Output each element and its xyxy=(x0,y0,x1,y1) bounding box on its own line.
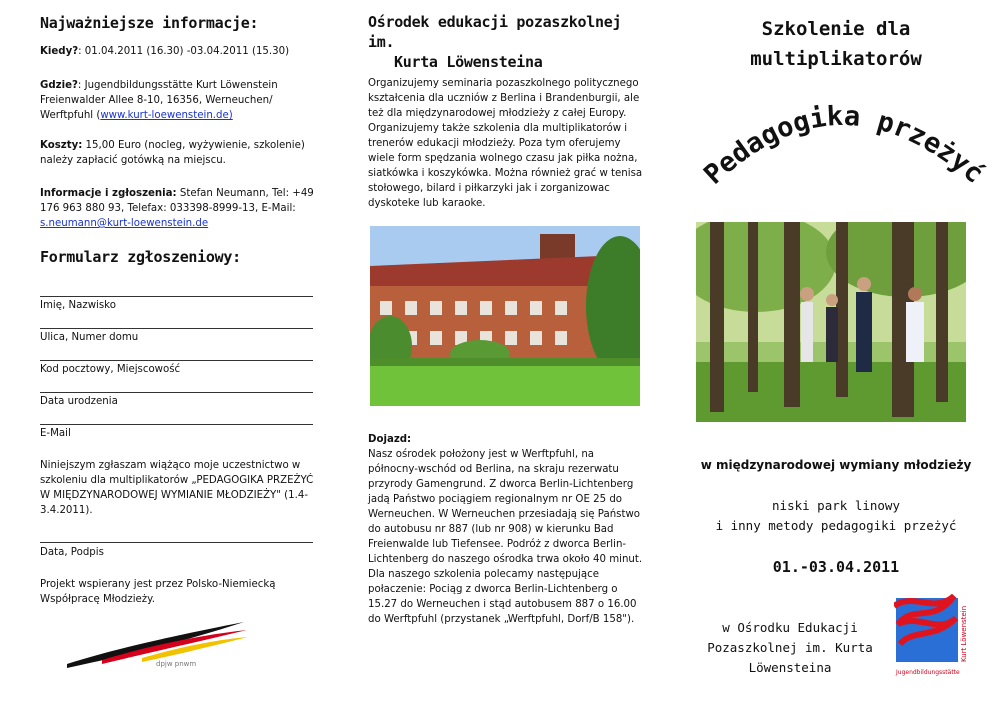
field-label-birthdate: Data urodzenia xyxy=(40,396,118,407)
cost-value: 15,00 Euro (nocleg, wyżywienie, szkolenie) należy zapłacić gotówką na miejscu. xyxy=(40,140,305,166)
venue-line3: Löwensteina xyxy=(748,660,832,675)
event-dates: 01.-03.04.2011 xyxy=(772,558,900,576)
directions-text: Nasz ośrodek położony jest w Werftpfuhl, na północny-wschód od Berlina, na skraju rezerwatu przyrody Gamengrund. Z dworca Berlin-Lichtenberg jadą Państwo pociągiem regionalnym nr OE 25 do Werneuchen. W Werneuchen przesiadają się Państwo do autobusu nr 887 (lub nr 908) w kierunku Bad Freienwalde lub Tiefensee. Podróż z dworca Berlin-Lichtenberg do naszego ośrodka trwa około 40 minut. Dla naszego szkolenia polecamy następujące połaczenie: Pociąg z dworca Berlin-Lichtenberg o 15.27 do Werneuchen i stąd autobusem 887 o 16.00 do Werftpfuhl (przystanek „Werftpfuhl, Dorf/B 158"). xyxy=(368,449,643,625)
contact-label: Informacje i zgłoszenia: xyxy=(40,188,177,199)
center-heading xyxy=(368,12,644,72)
field-label-street: Ulica, Numer domu xyxy=(40,332,139,343)
cost-label: Koszty: xyxy=(40,140,83,151)
brochure-title-line2: multiplikatorów xyxy=(750,48,922,70)
building-photo xyxy=(370,226,640,406)
venue-line2: Pozaszkolnej im. Kurta xyxy=(707,640,873,655)
program-description xyxy=(680,496,992,536)
arc-title-text: Pedagogika przeżyć xyxy=(698,100,990,191)
directions-block xyxy=(368,432,644,627)
field-line-postcode[interactable] xyxy=(40,360,313,361)
form-heading: Formularz zgłoszeniowy: xyxy=(40,248,241,266)
field-label-email: E-Mail xyxy=(40,428,71,439)
pnwm-logo xyxy=(62,620,252,675)
sponsor-text: Projekt wspierany jest przez Polsko-Niemiecką Współpracę Młodzieży. xyxy=(40,579,276,605)
program-line2: i inny metody pedagogiki przeżyć xyxy=(715,518,957,533)
directions-label: Dojazd: xyxy=(368,434,412,445)
field-label-postcode: Kod pocztowy, Miejscowość xyxy=(40,364,181,375)
signature-line[interactable] xyxy=(40,542,313,543)
logo-text: dpjw pnwm xyxy=(156,660,197,668)
kurt-loewenstein-logo xyxy=(894,584,972,680)
when-value: : 01.04.2011 (16.30) -03.04.2011 (15.30) xyxy=(78,46,290,57)
when-label: Kiedy? xyxy=(40,46,79,57)
contact-value: Stefan Neumann, Tel: +49 176 963 880 93, Telefax: 033398-8999-13, E-Mail: xyxy=(40,188,314,214)
arc-title xyxy=(690,90,990,200)
info-cost xyxy=(40,138,320,168)
field-line-street[interactable] xyxy=(40,328,313,329)
center-title-line2: Kurta Löwensteina xyxy=(394,53,543,71)
center-title-line1: Ośrodek edukacji pozaszkolnej im. xyxy=(368,13,622,51)
about-text: Organizujemy seminaria pozaszkolnego politycznego kształcenia dla uczniów z Berlina i Brandenburgii, ale też dla międzynarodowej młodzieży z całej Europy. Organizujemy także szkolenia dla multiplikatorów i trenerów edukacji młodzieży. Poza tym oferujemy wiele form spędzania wolnego czasu jak piłka nożna, siatkówka i koszykówka. Można również grać w tenisa stołowego, bilard i piłkarzyki jak i zorganizowac dyskoteke lub karaoke. xyxy=(368,78,643,209)
info-where xyxy=(40,78,320,123)
forest-photo xyxy=(696,222,966,422)
brochure-title xyxy=(680,14,992,74)
column-cover xyxy=(680,0,992,701)
website-link[interactable]: www.kurt-loewenstein.de) xyxy=(100,110,233,121)
venue-text xyxy=(680,618,900,678)
brochure-title-line1: Szkolenie dla xyxy=(761,18,911,40)
column-info xyxy=(40,0,320,701)
where-value: : Jugendbildungsstätte Kurt Löwenstein Freienwalder Allee 8-10, 16356, Werneuchen/ Werftpfuhl ( xyxy=(40,80,278,121)
field-line-email[interactable] xyxy=(40,424,313,425)
contact-email-link[interactable]: s.neumann@kurt-loewenstein.de xyxy=(40,218,209,229)
venue-line1: w Ośrodku Edukacji xyxy=(722,620,858,635)
declaration-text: Niniejszym zgłaszam wiążąco moje uczestnictwo w szkoleniu dla multiplikatorów „PEDAGOGIKA PRZEŻYĆ W MIĘDZYNARODOWEJ WYMIANIE MŁODZIEŻY" (1.4-3.4.2011). xyxy=(40,460,314,516)
exchange-subtitle: w międzynarodowej wymiany młodzieży xyxy=(700,458,972,472)
logo-side-text: Kurt Löwenstein xyxy=(960,605,968,662)
field-label-name: Imię, Nazwisko xyxy=(40,300,116,311)
signature-label: Data, Podpis xyxy=(40,547,104,558)
where-label: Gdzie? xyxy=(40,80,78,91)
logo-bottom-text: Jugendbildungsstätte xyxy=(896,669,960,676)
info-heading: Najważniejsze informacje: xyxy=(40,14,259,32)
info-when xyxy=(40,44,320,59)
column-center xyxy=(368,0,644,701)
field-line-name[interactable] xyxy=(40,296,313,297)
svg-text:Pedagogika przeżyć xyxy=(698,101,989,191)
field-line-birthdate[interactable] xyxy=(40,392,313,393)
info-contact xyxy=(40,186,320,231)
program-line1: niski park linowy xyxy=(772,498,900,513)
